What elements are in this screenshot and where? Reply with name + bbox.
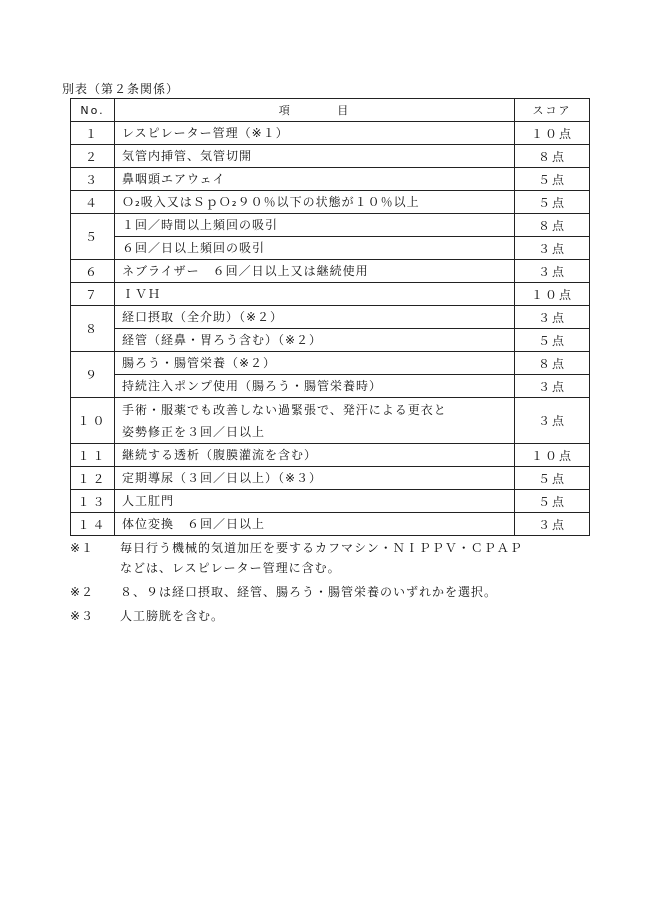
footnote-text (120, 538, 610, 578)
footnote (70, 582, 610, 602)
row-no: ３ (71, 168, 115, 191)
row-item-line: 手術・服薬でも改善しない過緊張で、発汗による更衣と (122, 402, 447, 417)
table-row (71, 306, 590, 329)
row-score: １０点 (515, 444, 590, 467)
row-score: ８点 (515, 352, 590, 375)
header-no: No. (71, 99, 115, 122)
footnotes (70, 538, 610, 630)
footnote-text: ８、９は経口摂取、経管、腸ろう・腸管栄養のいずれかを選択。 (120, 585, 498, 599)
table-caption: 別表（第２条関係） (62, 82, 180, 96)
row-score: １０点 (515, 122, 590, 145)
row-no: １２ (71, 467, 115, 490)
table-row (71, 168, 590, 191)
row-no: ６ (71, 260, 115, 283)
row-no: １０ (71, 398, 115, 444)
row-item: 気管内挿管、気管切開 (115, 145, 515, 168)
row-item: 体位変換 ６回／日以上 (115, 513, 515, 536)
footnote (70, 538, 610, 578)
row-item (115, 398, 515, 444)
row-no: ９ (71, 352, 115, 398)
table-row (71, 260, 590, 283)
row-no: ８ (71, 306, 115, 352)
row-score: ３点 (515, 306, 590, 329)
table-row (71, 214, 590, 237)
row-no: １４ (71, 513, 115, 536)
row-score: ５点 (515, 191, 590, 214)
table-row (71, 375, 590, 398)
table-row (71, 398, 590, 444)
row-score: ８点 (515, 145, 590, 168)
footnote-mark: ※３ (70, 609, 95, 623)
row-score: ３点 (515, 398, 590, 444)
table-row (71, 329, 590, 352)
row-no: １１ (71, 444, 115, 467)
table-row (71, 490, 590, 513)
row-no: １ (71, 122, 115, 145)
footnote-line: などは、レスピレーター管理に含む。 (120, 561, 341, 575)
row-no: ４ (71, 191, 115, 214)
row-item: 鼻咽頭エアウェイ (115, 168, 515, 191)
row-item: 持続注入ポンプ使用（腸ろう・腸管栄養時） (115, 375, 515, 398)
row-item: ＩＶＨ (115, 283, 515, 306)
table-header-row (71, 99, 590, 122)
table-row (71, 467, 590, 490)
score-table (70, 98, 590, 536)
row-item: 腸ろう・腸管栄養（※２） (115, 352, 515, 375)
footnote-mark: ※２ (70, 585, 95, 599)
header-item: 項 目 (115, 99, 515, 122)
row-score: ５点 (515, 467, 590, 490)
row-score: ３点 (515, 260, 590, 283)
row-no: １３ (71, 490, 115, 513)
row-item: 継続する透析（腹膜灌流を含む） (115, 444, 515, 467)
row-score: ３点 (515, 513, 590, 536)
table-row (71, 352, 590, 375)
footnote-mark: ※１ (70, 541, 95, 555)
row-score: ５点 (515, 168, 590, 191)
row-score: ５点 (515, 490, 590, 513)
footnote-text: 人工膀胱を含む。 (120, 609, 225, 623)
table-row (71, 444, 590, 467)
row-no: ７ (71, 283, 115, 306)
row-score: ３点 (515, 375, 590, 398)
row-item: 定期導尿（３回／日以上）（※３） (115, 467, 515, 490)
row-score: １０点 (515, 283, 590, 306)
row-item: 経管（経鼻・胃ろう含む）（※２） (115, 329, 515, 352)
row-no: ２ (71, 145, 115, 168)
footnote-line: 毎日行う機械的気道加圧を要するカフマシン・ＮＩＰＰＶ・ＣＰＡＰ (120, 541, 523, 555)
table-row (71, 122, 590, 145)
row-score: ８点 (515, 214, 590, 237)
table-row (71, 237, 590, 260)
table-row (71, 191, 590, 214)
row-item: 人工肛門 (115, 490, 515, 513)
row-item-line: 姿勢修正を３回／日以上 (122, 424, 266, 439)
row-score: ３点 (515, 237, 590, 260)
header-score: スコア (515, 99, 590, 122)
footnote (70, 606, 610, 626)
row-item: ６回／日以上頻回の吸引 (115, 237, 515, 260)
row-item: レスピレーター管理（※１） (115, 122, 515, 145)
table-row (71, 145, 590, 168)
row-item: 経口摂取（全介助）（※２） (115, 306, 515, 329)
row-no: ５ (71, 214, 115, 260)
row-item: ネブライザー ６回／日以上又は継続使用 (115, 260, 515, 283)
table-row (71, 283, 590, 306)
table-row (71, 513, 590, 536)
row-item: １回／時間以上頻回の吸引 (115, 214, 515, 237)
row-score: ５点 (515, 329, 590, 352)
row-item: Ｏ₂吸入又はＳｐＯ₂９０％以下の状態が１０％以上 (115, 191, 515, 214)
